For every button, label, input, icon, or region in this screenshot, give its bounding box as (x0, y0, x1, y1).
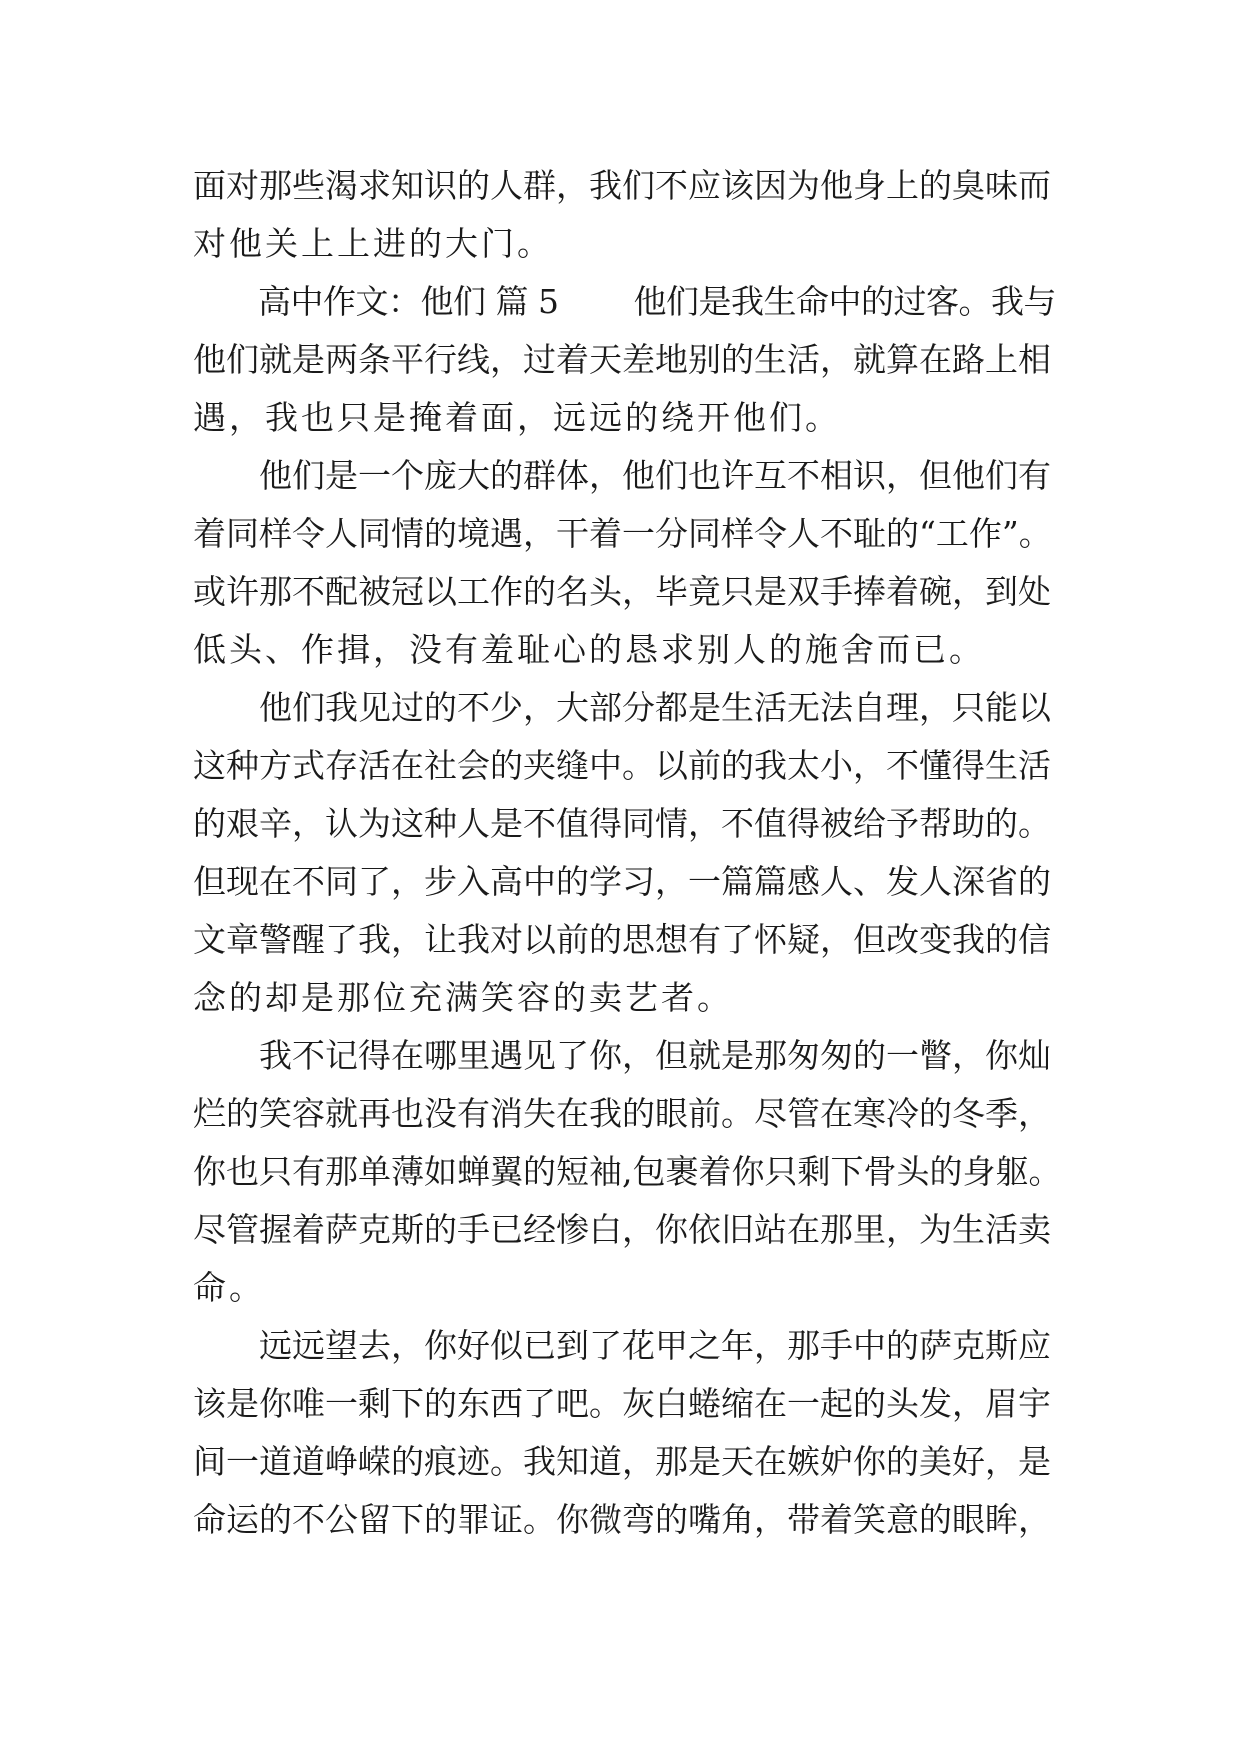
text-line: 但现在不同了，步入高中的学习，一篇篇感人、发人深省的 (193, 862, 1051, 901)
text-line: 该是你唯一剩下的东西了吧。灰白蜷缩在一起的头发，眉宇 (193, 1384, 1051, 1423)
section-heading-line: 高中作文：他们 篇 5 他们是我生命中的过客。我与 (193, 282, 1056, 321)
text-line: 他们我见过的不少，大部分都是生活无法自理，只能以 (193, 688, 1051, 727)
text-line: 烂的笑容就再也没有消失在我的眼前。尽管在寒冷的冬季， (193, 1094, 1051, 1133)
text-line: 他们就是两条平行线，过着天差地别的生活，就算在路上相 (193, 340, 1051, 379)
text-line: 念的却是那位充满笑容的卖艺者。 (193, 978, 733, 1017)
text-line: 尽管握着萨克斯的手已经惨白，你依旧站在那里，为生活卖 (193, 1210, 1051, 1249)
text-line: 这种方式存活在社会的夹缝中。以前的我太小，不懂得生活 (193, 746, 1051, 785)
text-line: 命。 (193, 1268, 265, 1307)
text-line: 或许那不配被冠以工作的名头，毕竟只是双手捧着碗，到处 (193, 572, 1051, 611)
text-line: 远远望去，你好似已到了花甲之年，那手中的萨克斯应 (193, 1326, 1051, 1365)
text-line: 对他关上上进的大门。 (193, 224, 553, 263)
essay-body (193, 157, 1063, 1549)
text-line: 低头、作揖，没有羞耻心的恳求别人的施舍而已。 (193, 630, 985, 669)
text-line: 你也只有那单薄如蝉翼的短袖,包裹着你只剩下骨头的身躯。 (193, 1152, 1062, 1191)
text-line: 间一道道峥嵘的痕迹。我知道，那是天在嫉妒你的美好，是 (193, 1442, 1051, 1481)
text-line: 着同样令人同情的境遇，干着一分同样令人不耻的“工作”。 (193, 514, 1052, 553)
text-line: 面对那些渴求知识的人群，我们不应该因为他身上的臭味而 (193, 166, 1051, 205)
text-line: 我不记得在哪里遇见了你，但就是那匆匆的一瞥，你灿 (193, 1036, 1051, 1075)
text-line: 文章警醒了我，让我对以前的思想有了怀疑，但改变我的信 (193, 920, 1051, 959)
text-line: 的艰辛，认为这种人是不值得同情，不值得被给予帮助的。 (193, 804, 1051, 843)
text-line: 命运的不公留下的罪证。你微弯的嘴角，带着笑意的眼眸， (193, 1500, 1051, 1539)
text-line: 遇，我也只是掩着面，远远的绕开他们。 (193, 398, 841, 437)
text-line: 他们是一个庞大的群体，他们也许互不相识，但他们有 (193, 456, 1051, 495)
